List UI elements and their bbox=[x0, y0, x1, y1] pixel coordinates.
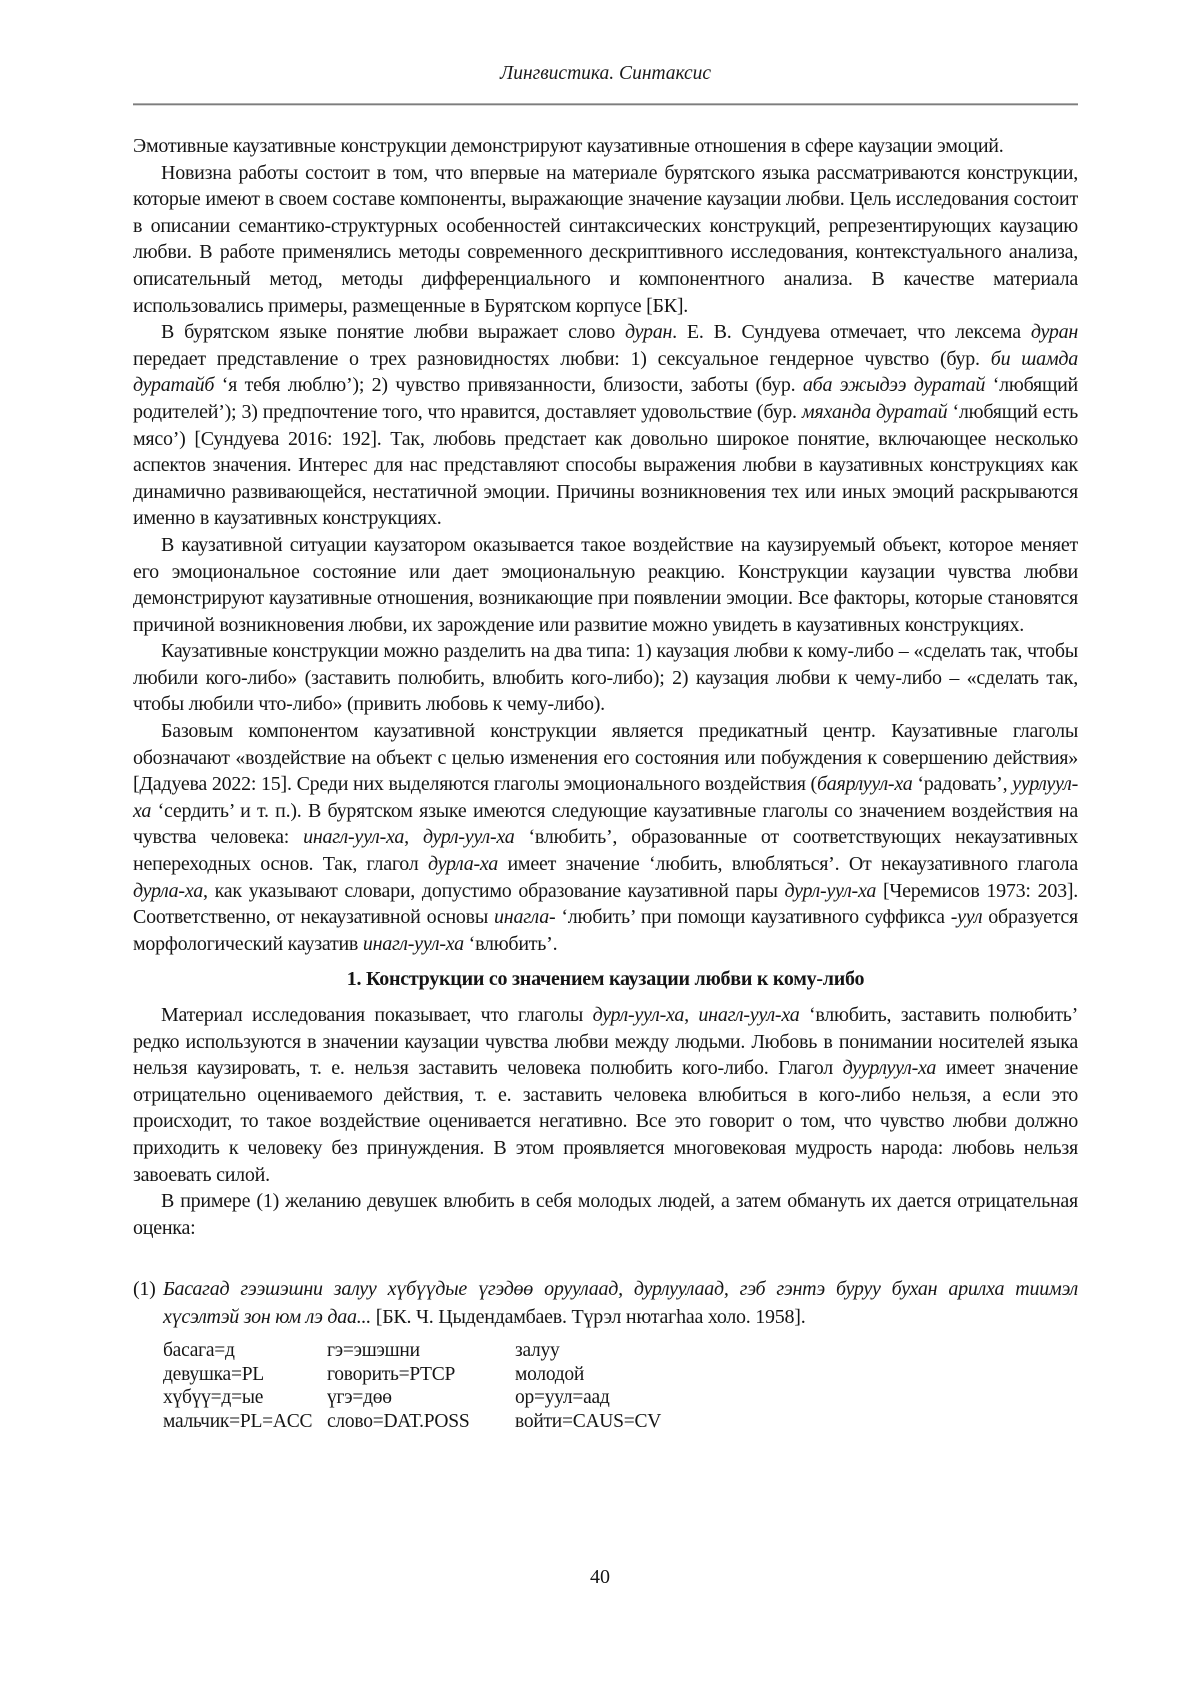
text-run: ‘влюбить’. bbox=[463, 932, 558, 955]
gloss-cell: гэ=эшэшни bbox=[327, 1340, 420, 1362]
text-run: передает представление о трех разновидностях любви: 1) сексуальное гендерное чувство (бур. bbox=[133, 347, 991, 370]
text-run: В примере (1) желанию девушек влюбить в себя молодых людей, а затем обмануть их дается отрицательная оценка: bbox=[133, 1190, 1078, 1239]
gloss-cell: басага=д bbox=[163, 1340, 235, 1362]
italic-run: инагл-уул-ха bbox=[303, 826, 405, 849]
italic-run: дурл-уул-ха bbox=[784, 879, 877, 902]
text-run: ‘я тебя люблю’); 2) чувство привязанности, близости, заботы (бур. bbox=[214, 374, 803, 397]
text-run: ‘влюбить, заставить полюбить’ редко используются в значении каузации чувства любви между людьми. Любовь в понимании носителей языка нельзя каузировать, т. е. нельзя заставить человека полюбить кого-либо. Глагол bbox=[133, 1004, 1079, 1080]
italic-run: баярлуул-ха bbox=[816, 773, 913, 796]
text-run: Базовым компонентом каузативной конструкции является предикатный центр. Каузативные глаголы обозначают «воздействие на объект с целью изменения его состояния или побуждения к совершению действия» [Дадуева 2022: 15]. Среди них выделяются глаголы эмоционального воздействия ( bbox=[133, 720, 1078, 796]
italic-run: инагл-уул-ха bbox=[698, 1004, 800, 1026]
text-run: ‘влюбить’, образованные от соответствующих некаузативных непереходных основ. Так, глагол bbox=[133, 826, 1078, 876]
paragraph bbox=[133, 532, 1078, 638]
italic-run: инагла- bbox=[494, 906, 556, 929]
text-run: , как указывают словари, допустимо образование каузативной пары bbox=[202, 879, 785, 902]
text-run: ‘любить’ при помощи каузативного суффикса bbox=[555, 906, 951, 929]
text-run: . Е. В. Сундуева отмечает, что лексема bbox=[672, 321, 1031, 344]
example-number: (1) bbox=[133, 1278, 156, 1301]
gloss-cell: девушка=PL bbox=[163, 1363, 264, 1385]
page-number: 40 bbox=[590, 1566, 610, 1588]
section-heading: 1. Конструкции со значением каузации любви к кому-либо bbox=[346, 968, 865, 991]
text-run: Материал исследования показывает, что глаголы bbox=[161, 1004, 593, 1026]
text-run: В каузативной ситуации каузатором оказывается такое воздействие на каузируемый объект, которое меняет его эмоциональное состояние или дает эмоциональную реакцию. Конструкции каузации чувства любви демонстрируют каузативные отношения, возникающие при появлении эмоции. Все факторы, которые становятся причиной возникновения любви, их зарождение или развитие можно увидеть в каузативных конструкциях. bbox=[133, 533, 1078, 636]
text-run: образуется морфологический каузатив bbox=[133, 906, 1079, 955]
italic-run: би шамда дуратайб bbox=[133, 347, 1078, 397]
text-run: ‘любящий есть мясо’) [Сундуева 2016: 192]. Так, любовь предстает как довольно широкое понятие, включающее несколько аспектов значения. Интерес для нас представляют способы выражения любви в каузативных конструкциях как динамично развивающейся, нестатичной эмоции. Причины возникновения тех или иных эмоций раскрываются именно в каузативных конструкциях. bbox=[133, 400, 1078, 530]
paragraph bbox=[133, 133, 1078, 160]
gloss-cell: мальчик=PL=ACC bbox=[163, 1410, 313, 1432]
header-divider-rule bbox=[133, 103, 1078, 106]
italic-run: Басагад гээшэшни залуу хүбүүдые үгэдөө оруулаад, дурлуулаад, гэб гэнтэ буруу бухан арилха тиимэл хүсэлтэй зон юм лэ даа... bbox=[163, 1278, 1078, 1329]
text-run: , bbox=[404, 826, 423, 849]
paragraph bbox=[133, 160, 1078, 320]
paragraph bbox=[133, 319, 1078, 532]
article-body bbox=[133, 133, 1078, 1241]
italic-run: дурл-уул-ха bbox=[422, 826, 515, 849]
gloss-cell: молодой bbox=[515, 1363, 585, 1385]
gloss-cell: хүбүү=д=ые bbox=[163, 1387, 264, 1409]
running-head: Лингвистика. Синтаксис bbox=[499, 63, 711, 84]
text-run: Новизна работы состоит в том, что впервые на материале бурятского языка рассматриваются конструкции, которые имеют в своем составе компоненты, выражающие значение каузации любви. Цель исследования состоит в описании семантико-структурных особенностей синтаксических конструкций, репрезентирующих каузацию любви. В работе применялись методы современного дескриптивного исследования, контекстуального анализа, описательный метод, методы дифференциального и компонентного анализа. В качестве материала использовались примеры, размещенные в Бурятском корпусе [БК]. bbox=[133, 161, 1078, 317]
page-content bbox=[133, 0, 1078, 1433]
gloss-cell: войти=CAUS=CV bbox=[515, 1410, 662, 1432]
italic-run: дуурлуул-ха bbox=[842, 1057, 937, 1080]
gloss-cell: ор=уул=аад bbox=[515, 1387, 610, 1409]
paragraph bbox=[133, 1188, 1078, 1241]
paragraph bbox=[133, 638, 1078, 718]
gloss-cell: залуу bbox=[515, 1340, 560, 1362]
text-run: , bbox=[684, 1004, 699, 1026]
italic-run: дуран bbox=[625, 321, 673, 344]
text-run: ‘любящий родителей’); 3) предпочтение того, что нравится, доставляет удовольствие (бур. bbox=[133, 374, 1079, 423]
italic-run: мяханда дуратай bbox=[801, 400, 948, 423]
text-run: ‘сердить’ и т. п.). В бурятском языке имеются следующие каузативные глаголы со значением воздействия на чувства человека: bbox=[133, 799, 1078, 849]
text-run: имеет значение ‘любить, влюбляться’. От некаузативного глагола bbox=[497, 853, 1078, 876]
italic-run: дурл-уул-ха bbox=[592, 1004, 685, 1026]
italic-run: дурла-ха bbox=[428, 853, 498, 876]
example-block bbox=[133, 1275, 1078, 1331]
italic-run: уурлуул-ха bbox=[133, 773, 1078, 822]
text-run: ‘радовать’, bbox=[912, 773, 1013, 796]
italic-run: дуран bbox=[1030, 321, 1078, 344]
italic-run: инагл-уул-ха bbox=[362, 932, 464, 955]
gloss-table bbox=[133, 1339, 1078, 1433]
example-text bbox=[163, 1275, 1078, 1331]
gloss-cell: үгэ=дөө bbox=[327, 1387, 392, 1409]
text-run: [БК. Ч. Цыдендамбаев. Түрэл нютагһаа холо. 1958]. bbox=[371, 1306, 806, 1329]
italic-run: аба эжыдээ дуратай bbox=[802, 374, 986, 397]
italic-run: -уул bbox=[950, 906, 983, 929]
italic-run: дурла-ха bbox=[133, 879, 203, 902]
text-run: Каузативные конструкции можно разделить на два типа: 1) каузация любви к кому-либо – «сделать так, чтобы любили кого-либо» (заставить полюбить, влюбить кого-либо); 2) каузация любви к чему-либо – «сделать так, чтобы любили что-либо» (привить любовь к чему-либо). bbox=[133, 640, 1078, 716]
paragraph bbox=[133, 718, 1078, 957]
gloss-cell: слово=DAT.POSS bbox=[327, 1410, 470, 1432]
paragraph bbox=[133, 1002, 1078, 1188]
text-run: имеет значение отрицательно оцениваемого действия, т. е. заставить человека влюбиться в кого-либо нельзя, а если это происходит, то такое воздействие оценивается негативно. Все это говорит о том, что чувство любви должно приходить к человеку без принуждения. В этом проявляется многовековая мудрость народа: любовь нельзя завоевать силой. bbox=[133, 1057, 1078, 1186]
text-run: [Черемисов 1973: 203]. Соответственно, от некаузативной основы bbox=[133, 879, 1078, 929]
text-run: Эмотивные каузативные конструкции демонстрируют каузативные отношения в сфере каузации эмоций. bbox=[133, 135, 1004, 157]
gloss-cell: говорить=PTCP bbox=[327, 1363, 456, 1385]
text-run: В бурятском языке понятие любви выражает слово bbox=[161, 321, 626, 344]
